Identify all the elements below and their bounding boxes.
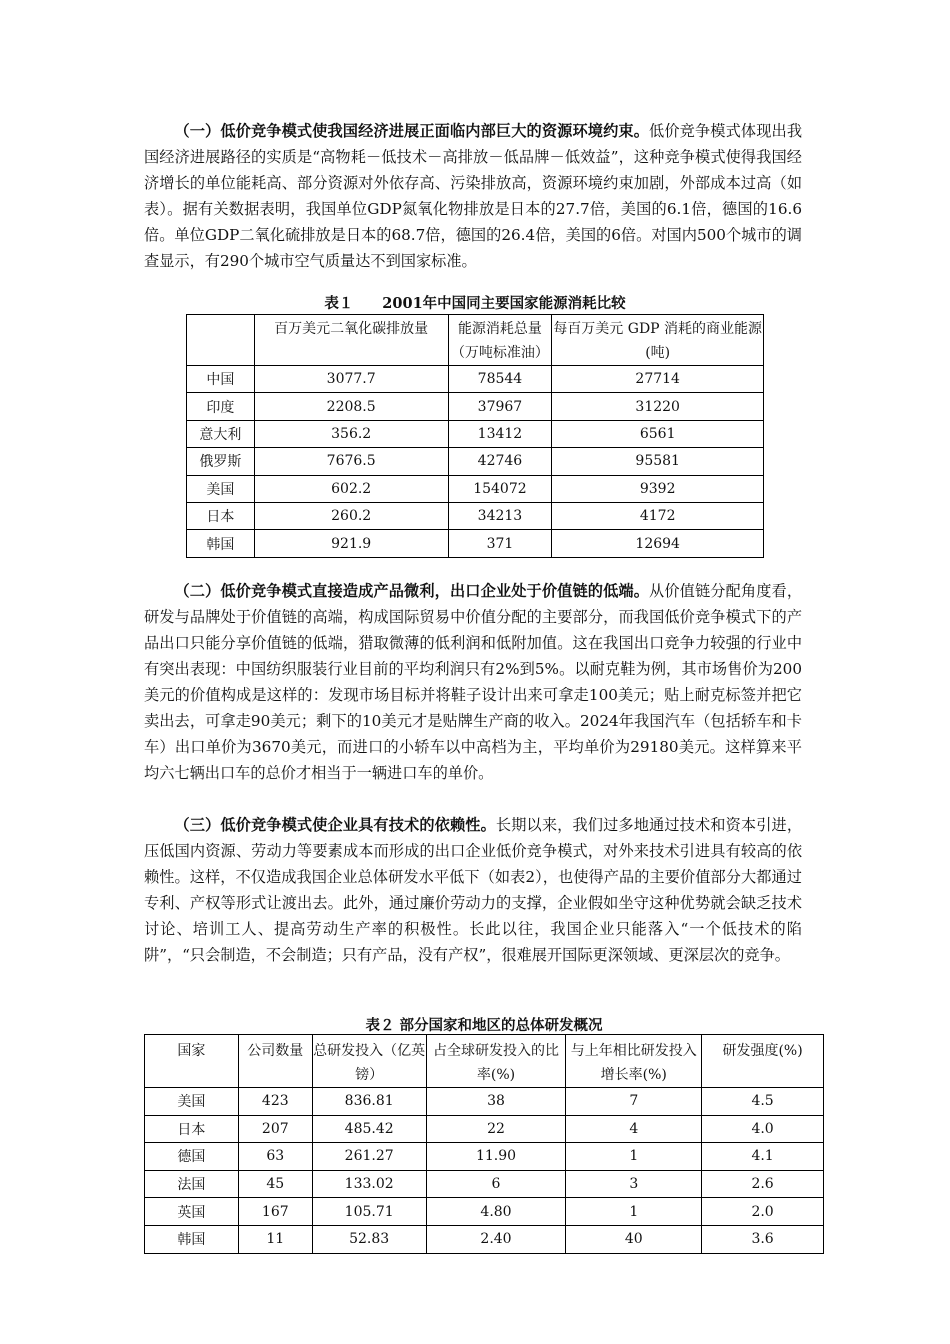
table1-caption: 表１ 2001年中国同主要国家能源消耗比较 [324, 295, 626, 312]
section3-body: 长期以来，我们过多地通过技术和资本引进，压低国内资源、劳动力等要素成本而形成的出口企业低价竞争模式，对外来技术引进具有较高的依赖性。这样，不仅造成我国企业总体研发水平低下（如表2），也使得产品的主要价值部分大都通过专利、产权等形式让渡出去。此外，通过廉价劳动力的支撑，企业假如坐守这种优势就会缺乏技术讨论、培训工人、提高劳动生产率的积极性。长此以往，我国企业只能落入“一个低技术的陷阱”，“只会制造，不会制造；只有产品，没有产权”，很难展开国际更深领域、更深层次的竞争。 [144, 816, 803, 964]
table1-cell: 中国 [187, 366, 255, 393]
table2-cell: 167 [238, 1198, 312, 1226]
table2-cell: 德国 [145, 1143, 239, 1171]
table2-cell: 4.5 [702, 1088, 824, 1116]
section3-heading: （三）低价竞争模式使企业具有技术的依赖性。 [174, 816, 496, 834]
table1-row [187, 448, 764, 475]
section3-paragraph [144, 812, 802, 968]
table2-cell: 40 [566, 1225, 702, 1253]
table2-cell: 3.6 [702, 1225, 824, 1253]
table1-cell: 34213 [448, 502, 552, 529]
table1-cell: 602.2 [254, 475, 448, 502]
table1-cell: 美国 [187, 475, 255, 502]
table2-header-row [145, 1035, 824, 1088]
table1-cell: 韩国 [187, 530, 255, 557]
table2-cell: 4.0 [702, 1115, 824, 1143]
table1-row [187, 475, 764, 502]
table1 [186, 314, 764, 558]
table1-cell: 7676.5 [254, 448, 448, 475]
table2-cell: 207 [238, 1115, 312, 1143]
table1-cell: 12694 [552, 530, 764, 557]
table2-cell: 2.40 [426, 1225, 566, 1253]
table1-cell: 42746 [448, 448, 552, 475]
table1-cell: 2208.5 [254, 393, 448, 420]
table2-row [145, 1170, 824, 1198]
table1-header-row [187, 315, 764, 366]
table1-cell: 37967 [448, 393, 552, 420]
table2-cell: 3 [566, 1170, 702, 1198]
table1-header-cell: 能源消耗总量（万吨标准油） [448, 315, 552, 366]
table2-row [145, 1088, 824, 1116]
table2-cell: 52.83 [312, 1225, 426, 1253]
table1-cell: 9392 [552, 475, 764, 502]
table1-header-cell [187, 315, 255, 366]
table1-row [187, 366, 764, 393]
table2-cell: 11 [238, 1225, 312, 1253]
table1-header-cell: 百万美元二氧化碳排放量 [254, 315, 448, 366]
table1-cell: 260.2 [254, 502, 448, 529]
table1-cell: 31220 [552, 393, 764, 420]
table2-cell: 63 [238, 1143, 312, 1171]
table2-caption: 表２ 部分国家和地区的总体研发概况 [365, 1017, 603, 1034]
table1-cell: 78544 [448, 366, 552, 393]
table1-cell: 13412 [448, 420, 552, 447]
table2-header-cell: 国家 [145, 1035, 239, 1088]
table1-cell: 154072 [448, 475, 552, 502]
table2-cell: 4.1 [702, 1143, 824, 1171]
section1-body: 低价竞争模式体现出我国经济进展路径的实质是“高物耗－低技术－高排放－低品牌－低效益”，这种竞争模式使得我国经济增长的单位能耗高、部分资源对外依存高、污染排放高，资源环境约束加剧，外部成本过高（如表）。据有关数据表明，我国单位GDP氮氧化物排放是日本的27.7倍，美国的6.1倍，德国的16.6倍。单位GDP二氧化硫排放是日本的68.7倍，德国的26.4倍，美国的6倍。对国内500个城市的调查显示，有290个城市空气质量达不到国家标准。 [144, 122, 803, 270]
section2-paragraph [144, 578, 802, 786]
table2-cell: 485.42 [312, 1115, 426, 1143]
section1-heading: （一）低价竞争模式使我国经济进展正面临内部巨大的资源环境约束。 [174, 122, 650, 140]
table2-cell: 7 [566, 1088, 702, 1116]
table2-row [145, 1115, 824, 1143]
table2-row [145, 1225, 824, 1253]
table2-cell: 2.6 [702, 1170, 824, 1198]
table1-cell: 印度 [187, 393, 255, 420]
table2-header-cell: 总研发投入（亿英镑） [312, 1035, 426, 1088]
table2-cell: 1 [566, 1143, 702, 1171]
table2-header-cell: 占全球研发投入的比率(%) [426, 1035, 566, 1088]
table2-cell: 836.81 [312, 1088, 426, 1116]
section2-body: 从价值链分配角度看，研发与品牌处于价值链的高端，构成国际贸易中价值分配的主要部分，而我国低价竞争模式下的产品出口只能分享价值链的低端，猎取微薄的低利润和低附加值。这在我国出口竞争力较强的行业中有突出表现：中国纺织服装行业目前的平均利润只有2%到5%。以耐克鞋为例，其市场售价为200美元的价值构成是这样的：发现市场目标并将鞋子设计出来可拿走100美元；贴上耐克标签并把它卖出去，可拿走90美元；剩下的10美元才是贴牌生产商的收入。2024年我国汽车（包括轿车和卡车）出口单价为3670美元，而进口的小轿车以中高档为主，平均单价为29180美元。这样算来平均六七辆出口车的总价才相当于一辆进口车的单价。 [144, 582, 803, 782]
table1-cell: 3077.7 [254, 366, 448, 393]
table1-cell: 921.9 [254, 530, 448, 557]
table2-cell: 22 [426, 1115, 566, 1143]
table1-cell: 371 [448, 530, 552, 557]
table2-header-cell: 研发强度(%) [702, 1035, 824, 1088]
table2-cell: 2.0 [702, 1198, 824, 1226]
table2-cell: 4 [566, 1115, 702, 1143]
table2-cell: 美国 [145, 1088, 239, 1116]
table1-cell: 27714 [552, 366, 764, 393]
table1-cell: 俄罗斯 [187, 448, 255, 475]
table1-row [187, 393, 764, 420]
table2-cell: 日本 [145, 1115, 239, 1143]
table2-cell: 423 [238, 1088, 312, 1116]
table1-cell: 6561 [552, 420, 764, 447]
table1-cell: 4172 [552, 502, 764, 529]
table1-cell: 356.2 [254, 420, 448, 447]
table1-header-cell: 每百万美元 GDP 消耗的商业能源(吨) [552, 315, 764, 366]
table2-cell: 133.02 [312, 1170, 426, 1198]
table1-cell: 意大利 [187, 420, 255, 447]
table2-cell: 38 [426, 1088, 566, 1116]
section1-paragraph [144, 118, 802, 274]
table2-cell: 韩国 [145, 1225, 239, 1253]
table2-row [145, 1198, 824, 1226]
table1-row [187, 530, 764, 557]
table2-cell: 1 [566, 1198, 702, 1226]
table2-cell: 法国 [145, 1170, 239, 1198]
table1-row [187, 420, 764, 447]
table1-cell: 95581 [552, 448, 764, 475]
table2-cell: 11.90 [426, 1143, 566, 1171]
table2-cell: 4.80 [426, 1198, 566, 1226]
table2-cell: 45 [238, 1170, 312, 1198]
table2-cell: 英国 [145, 1198, 239, 1226]
table2 [144, 1034, 824, 1254]
table2-header-cell: 公司数量 [238, 1035, 312, 1088]
table1-row [187, 502, 764, 529]
table2-cell: 6 [426, 1170, 566, 1198]
table1-cell: 日本 [187, 502, 255, 529]
table2-cell: 105.71 [312, 1198, 426, 1226]
table2-header-cell: 与上年相比研发投入增长率(%) [566, 1035, 702, 1088]
table2-row [145, 1143, 824, 1171]
section2-heading: （二）低价竞争模式直接造成产品微利，出口企业处于价值链的低端。 [174, 582, 650, 600]
table2-cell: 261.27 [312, 1143, 426, 1171]
